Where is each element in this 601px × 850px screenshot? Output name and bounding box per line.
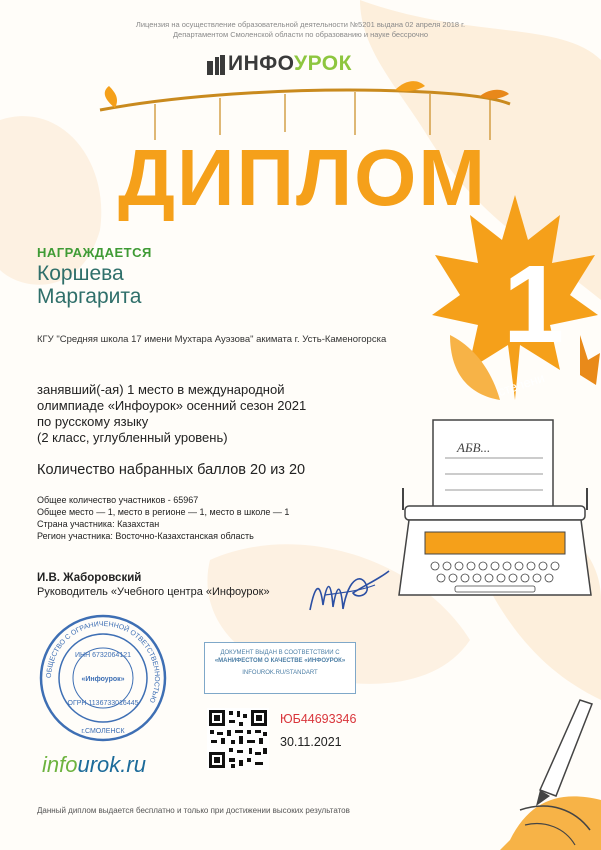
- stamp-inn: ИНН 6732064121: [74, 652, 132, 659]
- footer-logo-part-2: urok.ru: [77, 752, 146, 777]
- stamp-ring-text: ОБЩЕСТВО С ОГРАНИЧЕННОЙ ОТВЕТСТВЕННОСТЬЮ: [45, 620, 161, 704]
- degree-number: 1: [503, 243, 565, 366]
- stamp-ogrn: ОГРН 1136733016445: [67, 700, 139, 707]
- diploma-title: ДИПЛОМ: [118, 133, 487, 222]
- manifest-box: [204, 642, 356, 694]
- logo-part-2: УРОК: [294, 52, 352, 75]
- stats-line: Регион участника: Восточно-Казахстанская область: [37, 531, 254, 541]
- achievement-line: занявший(-ая) 1 место в международной: [37, 382, 285, 397]
- degree-word: степени: [495, 369, 547, 400]
- manifest-line-3: INFOUROK.RU/STANDART: [242, 670, 318, 676]
- company-stamp: [38, 613, 168, 743]
- footer-logo-part-1: info: [42, 752, 78, 777]
- achievement-line: (2 класс, углубленный уровень): [37, 430, 228, 445]
- certificate-code: ЮБ44693346: [280, 712, 357, 726]
- stamp-city: г.СМОЛЕНСК: [81, 728, 125, 735]
- achievement-line: по русскому языку: [37, 414, 149, 429]
- recipient-first-name: Маргарита: [37, 285, 142, 308]
- stats-line: Общее количество участников - 65967: [37, 495, 199, 505]
- typewriter-illustration: [395, 410, 595, 610]
- infourok-logo-icon: [207, 55, 225, 75]
- manifest-line-2: «МАНИФЕСТОМ О КАЧЕСТВЕ «ИНФОУРОК»: [214, 658, 346, 664]
- school-name: КГУ "Средняя школа 17 имени Мухтара Ауэзова" акимата г. Усть-Каменогорска: [37, 334, 387, 345]
- recipient-surname: Коршева: [37, 262, 124, 285]
- achievement-line: олимпиаде «Инфоурок» осенний сезон 2021: [37, 398, 307, 413]
- stats-line: Страна участника: Казахстан: [37, 519, 160, 529]
- license-line-2: Департаментом Смоленской области по образованию и науке бессрочно: [172, 30, 429, 39]
- signature-image: [305, 565, 395, 620]
- footnote: Данный диплом выдается бесплатно и только при достижении высоких результатов: [37, 806, 350, 815]
- signer-name: И.В. Жаборовский: [37, 572, 142, 584]
- stats-line: Общее место — 1, место в регионе — 1, место в школе — 1: [37, 507, 290, 517]
- license-line-1: Лицензия на осуществление образовательной деятельности №5201 выдана 02 апреля 2018 г.: [135, 20, 466, 29]
- quill-pen-illustration: [480, 680, 601, 850]
- score-text: Количество набранных баллов 20 из 20: [37, 462, 306, 478]
- certificate-date: 30.11.2021: [280, 735, 342, 749]
- awarded-label: НАГРАЖДАЕТСЯ: [37, 245, 152, 260]
- infourok-logo: [228, 52, 352, 76]
- manifest-line-1: ДОКУМЕНТ ВЫДАН В СООТВЕТСТВИИ С: [220, 650, 340, 656]
- qr-code: [207, 708, 269, 770]
- logo-part-1: ИНФО: [228, 52, 294, 75]
- footer-logo: [42, 752, 146, 778]
- typewriter-paper-text: АБВ...: [457, 440, 491, 455]
- stamp-center-text: «Инфоурок»: [81, 676, 125, 683]
- signer-role: Руководитель «Учебного центра «Инфоурок»: [37, 586, 270, 598]
